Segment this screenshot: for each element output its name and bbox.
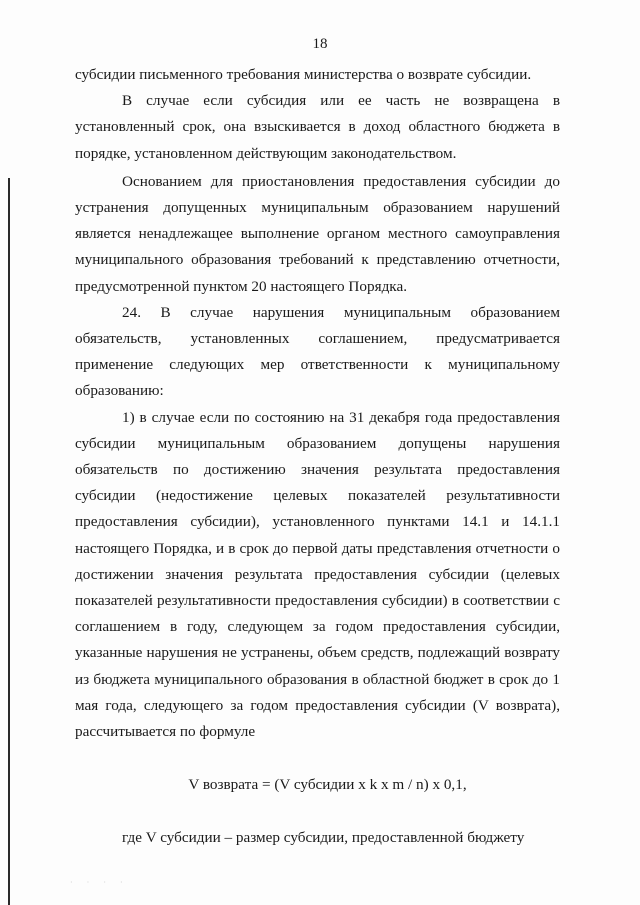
paragraph-item-1: 1) в случае если по состоянию на 31 декабря года предоставления субсидии муниципальным образованием допущены нарушения обязательств по достижению значения результата предоставления субсидии (недостижение целевых показателей результативности предоставления субсидии), установленного пунктами 14.1 и 14.1.1 настоящего Порядка, и в срок до первой даты представления отчетности о достижении значения результата предоставления субсидии (целевых показателей результативности предоставления субсидии) в соответствии с соглашением в году, следующем за годом предоставления субсидии, указанные нарушения не устранены, объем средств, подлежащий возврату из бюджета муниципального образования в областной бюджет в срок до 1 мая года, следующего за годом предоставления субсидии (V возврата), рассчитывается по формуле: [75, 408, 560, 741]
paragraph-formula-definitions: где V субсидии – размер субсидии, предоставленной бюджету: [122, 829, 525, 847]
refund-formula: V возврата = (V субсидии x k x m / n) x 0,1,: [188, 776, 467, 794]
scan-noise: · · · ·: [70, 878, 129, 887]
paragraph-refund-enforcement: В случае если субсидия или ее часть не возвращена в установленный срок, она взыскивается в доход областного бюджета в порядке, установленном действующим законодательством.: [75, 92, 560, 162]
paragraph-24-liability: 24. В случае нарушения муниципальным образованием обязательств, установленных соглашением, предусматривается применение следующих мер ответственности к муниципальному образованию:: [75, 303, 560, 400]
scan-edge-line: [8, 178, 10, 905]
paragraph-suspension-grounds: Основанием для приостановления предоставления субсидии до устранения допущенных муниципальным образованием нарушений является ненадлежащее выполнение органом местного самоуправления муниципального образования требований к представлению отчетности, предусмотренной пунктом 20 настоящего Порядка.: [75, 172, 560, 295]
document-body: [75, 62, 560, 852]
paragraph-continuation: субсидии письменного требования министерства о возврате субсидии.: [75, 66, 532, 83]
page-number: 18: [312, 36, 328, 52]
